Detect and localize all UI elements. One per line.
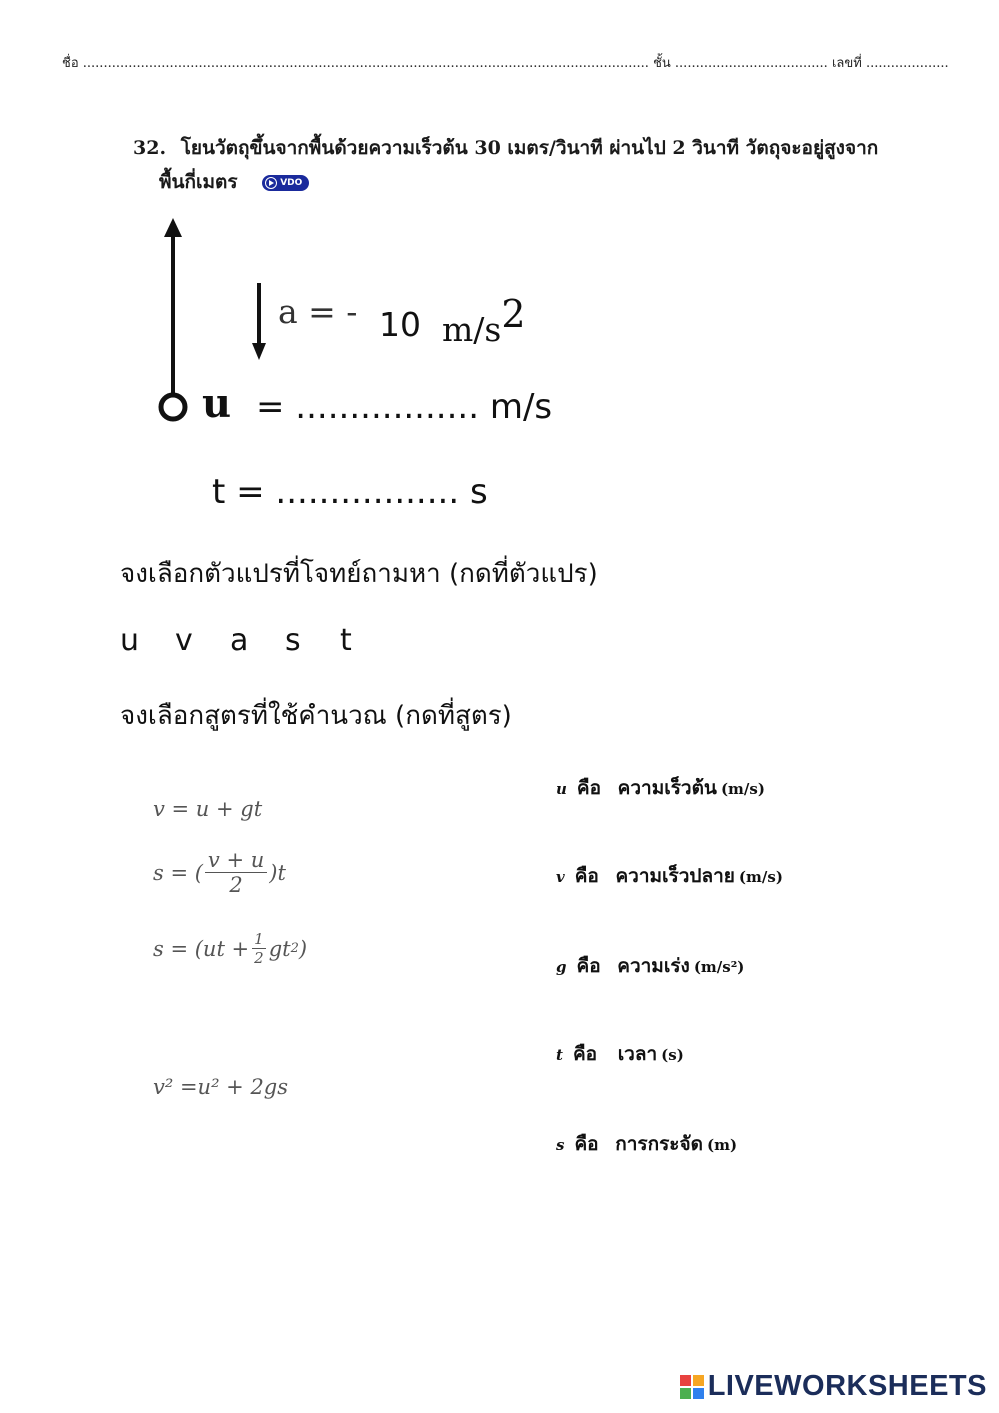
number-label: เลขที่ xyxy=(831,56,862,71)
u-symbol: u xyxy=(202,380,232,427)
f2-denominator: 2 xyxy=(229,873,243,897)
object-circle xyxy=(161,395,185,419)
question-text-2: พื้นกี่เมตร xyxy=(159,171,238,193)
legend-row-v xyxy=(556,861,783,891)
accel-arrow xyxy=(248,283,270,363)
f3-right: gt xyxy=(268,936,291,961)
variable-v[interactable]: v xyxy=(175,623,193,658)
legend-unit: (s) xyxy=(661,1046,684,1064)
legend-description: เวลา xyxy=(617,1043,658,1065)
legend-description: ความเร่ง xyxy=(617,955,690,977)
class-dots: ..................................... xyxy=(674,56,828,71)
formula-s-ut-half-gt2[interactable] xyxy=(153,930,307,967)
legend-word: คือ xyxy=(574,1133,599,1155)
accel-unit-exponent: 2 xyxy=(501,292,526,336)
brand-name: LIVEWORKSHEETS xyxy=(707,1370,987,1402)
formula-s-average-velocity[interactable] xyxy=(153,848,286,897)
liveworksheets-logo-icon xyxy=(680,1375,704,1399)
variable-s[interactable]: s xyxy=(285,623,301,658)
legend-description: ความเร็วต้น xyxy=(617,777,717,799)
upward-arrow-head xyxy=(164,218,182,237)
down-arrow-head xyxy=(252,343,266,360)
question-number: 32. xyxy=(133,137,167,159)
play-icon xyxy=(265,177,277,189)
f3-fraction xyxy=(252,930,266,967)
legend-unit: (m/s) xyxy=(720,780,765,798)
formula-v-u-gt[interactable]: v = u + gt xyxy=(153,797,263,821)
accel-unit xyxy=(442,292,526,349)
legend-description: ความเร็วปลาย xyxy=(615,865,735,887)
legend-row-g xyxy=(556,951,744,981)
number-dots: .................... xyxy=(865,56,949,71)
question-line-2 xyxy=(159,162,913,202)
accel-symbol: a = - xyxy=(278,292,358,331)
legend-symbol: g xyxy=(556,958,567,976)
name-dots: ......................................................................................................................................... xyxy=(82,56,649,71)
legend-symbol: t xyxy=(556,1046,563,1064)
class-label: ชั้น xyxy=(653,56,671,71)
f3-numerator: 1 xyxy=(254,930,264,948)
f2-left: s = ( xyxy=(153,860,203,885)
f2-numerator: v + u xyxy=(205,848,267,873)
logo-square xyxy=(693,1375,704,1386)
choose-variable-instruction: จงเลือกตัวแปรที่โจทย์ถามหา (กดที่ตัวแปร) xyxy=(120,559,598,589)
f2-right: )t xyxy=(269,860,286,885)
legend-unit: (m/s²) xyxy=(693,958,745,976)
variable-choices xyxy=(120,623,395,658)
legend-row-s xyxy=(556,1129,737,1159)
logo-square xyxy=(680,1388,691,1399)
student-info-header xyxy=(62,52,949,73)
legend-symbol: v xyxy=(556,868,565,886)
vdo-button[interactable] xyxy=(262,175,309,191)
legend-row-u xyxy=(556,773,765,803)
accel-unit-text: m/s xyxy=(442,310,502,349)
legend-word: คือ xyxy=(576,955,601,977)
logo-square xyxy=(693,1388,704,1399)
accel-value: 10 xyxy=(379,305,421,344)
legend-word: คือ xyxy=(574,865,599,887)
legend-unit: (m/s) xyxy=(738,868,783,886)
acceleration-label xyxy=(278,292,357,331)
legend-symbol: s xyxy=(556,1136,565,1154)
f3-left: s = (ut + xyxy=(153,936,250,961)
variable-t[interactable]: t xyxy=(340,623,352,658)
f3-denominator: 2 xyxy=(254,949,264,967)
choose-formula-instruction: จงเลือกสูตรที่ใช้คำนวณ (กดที่สูตร) xyxy=(120,701,512,731)
legend-unit: (m) xyxy=(706,1136,738,1154)
u-input-field[interactable]: = ................. m/s xyxy=(256,387,553,427)
f2-fraction xyxy=(205,848,267,897)
logo-square xyxy=(680,1375,691,1386)
name-label: ชื่อ xyxy=(62,56,79,71)
f3-close: ) xyxy=(298,936,308,961)
variable-u[interactable]: u xyxy=(120,623,140,658)
formula-v2-u2-2gs[interactable]: v² =u² + 2gs xyxy=(153,1075,289,1099)
t-input-field[interactable]: t = ................. s xyxy=(212,472,488,512)
vdo-label: VDO xyxy=(280,178,303,188)
legend-description: การกระจัด xyxy=(615,1133,703,1155)
question-block xyxy=(133,128,913,202)
legend-row-t xyxy=(556,1039,684,1069)
f3-exponent: 2 xyxy=(290,941,299,956)
legend-word: คือ xyxy=(576,777,602,799)
legend-word: คือ xyxy=(572,1043,598,1065)
question-text-1: โยนวัตถุขึ้นจากพื้นด้วยความเร็วต้น 30 เมตร/วินาที ผ่านไป 2 วินาที วัตถุจะอยู่สูงจาก xyxy=(180,137,879,159)
liveworksheets-brand xyxy=(680,1370,987,1403)
legend-symbol: u xyxy=(556,780,567,798)
variable-a[interactable]: a xyxy=(230,623,249,658)
